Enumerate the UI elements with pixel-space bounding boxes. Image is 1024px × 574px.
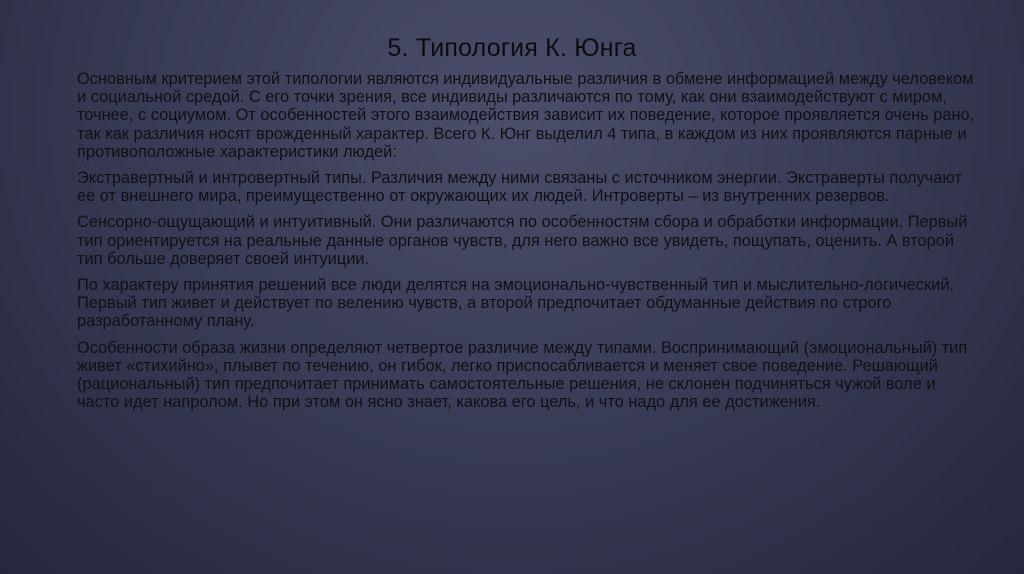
slide-body — [77, 70, 977, 419]
paragraph-intro: Основным критерием этой типологии являются индивидуальные различия в обмене информацией между человеком и социальной средой. С его точки зрения, все индивиды различаются по тому, как они взаимодействуют с миром, точнее, с социумом. От особенностей этого взаимодействия зависит их поведение, которое проявляется очень рано, так как различия носят врожденный характер. Всего К. Юнг выделил 4 типа, в каждом из них проявляются парные и противоположные характеристики людей: — [77, 70, 975, 161]
paragraph-extraversion-introversion: Экстравертный и интровертный типы. Различия между ними связаны с источником энергии. Экстраверты получают ее от внешнего мира, преимущественно от окружающих их людей. Интроверты – из внутренних резервов. — [77, 169, 962, 206]
paragraph-feeling-thinking: По характеру принятия решений все люди делятся на эмоционально-чувственный тип и мыслительно-логический. Первый тип живет и действует по велению чувств, а второй предпочитает обдуманные действия по строго разработанному плану. — [77, 276, 955, 331]
paragraph-perceiving-judging: Особенности образа жизни определяют четвертое различие между типами. Воспринимающий (эмоциональный) тип живет «стихийно», плывет по течению, он гибок, легко приспосабливается и меняет свое поведение. Решающий (рациональный) тип предпочитает принимать самостоятельные решения, не склонен подчиняться чужой воле и часто идет напролом. Но при этом он ясно знает, какова его цель, и что надо для ее достижения. — [77, 338, 968, 412]
paragraph-sensing-intuition: Сенсорно-ощущающий и интуитивный. Они различаются по особенностям сбора и обработки информации. Первый тип ориентируется на реальные данные органов чувств, для него важно все увидеть, пощупать, оценить. А второй тип больше доверяет своей интуиции. — [77, 213, 968, 268]
slide-title: 5. Типология К. Юнга — [387, 34, 637, 62]
